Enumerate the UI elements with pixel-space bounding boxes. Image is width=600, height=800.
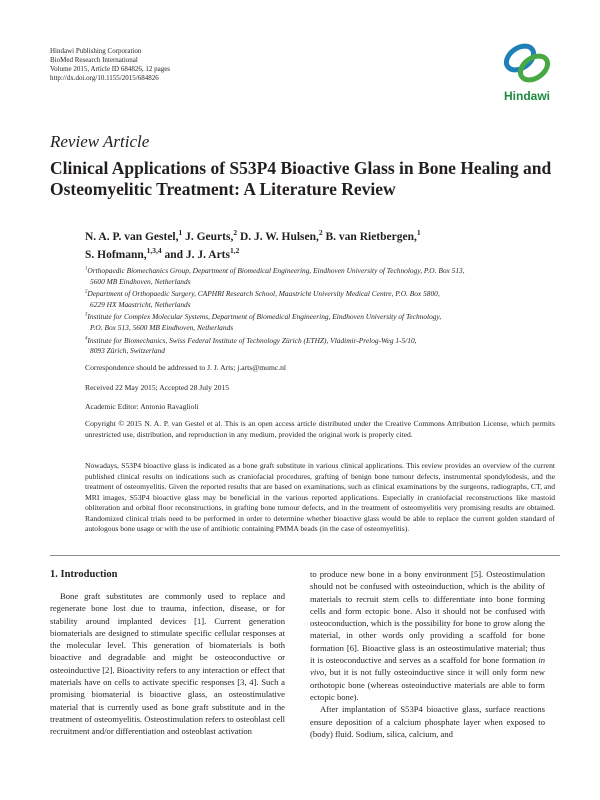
academic-editor: Academic Editor: Antonio Ravaglioli	[85, 402, 199, 411]
received-accepted-dates: Received 22 May 2015; Accepted 28 July 2015	[85, 383, 230, 392]
author: and J. J. Arts$^{1,2}$	[164, 246, 240, 261]
hindawi-logo-text: Hindawi	[503, 89, 550, 103]
affiliation: $^3$Institute for Complex Molecular Systems, Department of Biomedical Engineering, Eindhoven University of Technology, P.O. Box 513, 5600 MB Eindhoven, Netherlands	[85, 312, 442, 333]
body-paragraph: Bone graft substitutes are commonly used to replace and regenerate bone lost due to trauma, infection, disease, or for stability around implanted devices [1]. Current generation biomaterials are designed to stimulate specific cellular responses at the molecular level. This generation of biomaterials is both bioactive and degradable and might be osteoconductive or osteoinductive [2]. Bioactivity refers to any interaction or effect that materials have on cells to activate specific responses [3, 4]. Such a promising biomaterial is bioactive glass, an osteostimulative material that is currently used as bone graft substitute and in the treatment of osteomyelitis. Osteostimulation refers to osteoblast cell recruitment and/or differentiation and osteoblast activation	[50, 591, 285, 737]
publisher-line: Hindawi Publishing Corporation	[50, 47, 142, 55]
section-divider	[50, 555, 560, 556]
author: J. Geurts,$^2$	[185, 228, 238, 243]
author: N. A. P. van Gestel,$^1$	[85, 228, 183, 243]
body-paragraph: to produce new bone in a bony environment [5]. Osteostimulation should not be confused with osteoinduction, which is the ability of materials to recruit stem cells to differentiate into bone forming cells and form ectopic bone. Also it should not be confused with osteoconduction, which is the possibility for bone to grow along the material, in other words only providing a scaffold for bone formation [6]. Bioactive glass is an osteostimulative material; thus it is osteoconductive and serves as a scaffold for bone formation in vivo, but it is not fully osteoinductive since it will only form new orthotopic bone (whereas osteoinductive materials are able to form ectopic bone).	[310, 569, 545, 702]
author-list	[85, 228, 555, 264]
body-column-left	[50, 568, 285, 738]
author: S. Hofmann,$^{1,3,4}$	[85, 246, 162, 261]
volume-line: Volume 2015, Article ID 684826, 12 pages	[50, 65, 171, 73]
correspondence: Correspondence should be addressed to J. J. Arts; j.arts@mumc.nl	[85, 363, 287, 372]
article-title: Clinical Applications of S53P4 Bioactive Glass in Bone Healing and Osteomyelitic Treatment: A Literature Review	[50, 158, 552, 199]
journal-name-line: BioMed Research International	[50, 56, 138, 64]
affiliation: $^2$Department of Orthopaedic Surgery, CAPHRI Research School, Maastricht University Medical Centre, P.O. Box 5800, 6229 HX Maastricht, Netherlands	[85, 289, 440, 309]
section-heading-introduction: 1. Introduction	[50, 569, 118, 580]
abstract: Nowadays, S53P4 bioactive glass is indicated as a bone graft substitute in various clinical applications. This review provides an overview of the current published clinical results on indications such as craniofacial procedures, grafting of benign bone tumour defects, instrumental spondylodesis, and the treatment of osteomyelitis. Given the reported results that are based on examinations, such as clinical examinations by the surgeons, radiographs, CT, and MRI images, S53P4 bioactive glass may be beneficial in the various reported applications. Especially in craniofacial reconstructions like mastoid obliteration and orbital floor reconstructions, in grafting bone tumour defects, and in the treatment of osteomyelitis very promising results are obtained. Randomized clinical trials need to be performed in order to determine whether bioactive glass would be able to replace the current golden standard of autologous bone usage or with the use of antibiotic containing PMMA beads (in the case of osteomyelitis).	[85, 461, 555, 533]
article-type: Review Article	[50, 132, 150, 151]
affiliation: $^1$Orthopaedic Biomechanics Group, Department of Biomedical Engineering, Eindhoven University of Technology, P.O. Box 513, 5600 MB Eindhoven, Netherlands	[85, 266, 465, 286]
copyright-notice: Copyright © 2015 N. A. P. van Gestel et al. This is an open access article distributed under the Creative Commons Attribution License, which permits unrestricted use, distribution, and reproduction in any medium, provided the original work is properly cited.	[85, 419, 555, 439]
affiliations	[85, 266, 555, 359]
hindawi-logo	[497, 40, 557, 104]
author: D. J. W. Hulsen,$^2$	[239, 228, 323, 243]
doi-link[interactable]: http://dx.doi.org/10.1155/2015/684826	[50, 74, 159, 82]
journal-header	[50, 47, 170, 83]
body-paragraph: After implantation of S53P4 bioactive glass, surface reactions ensure deposition of a calcium phosphate layer when exposed to (body) fluid. Sodium, silica, calcium, and	[310, 704, 545, 739]
author: B. van Rietbergen,$^1$	[325, 228, 421, 243]
body-column-right	[310, 568, 545, 740]
affiliation: $^4$Institute for Biomechanics, Swiss Federal Institute of Technology Zürich (ETHZ), Vladimir-Prelog-Weg 1-5/10, 8093 Zürich, Switzerland	[85, 335, 417, 356]
hindawi-logo-mark-icon	[497, 40, 557, 86]
